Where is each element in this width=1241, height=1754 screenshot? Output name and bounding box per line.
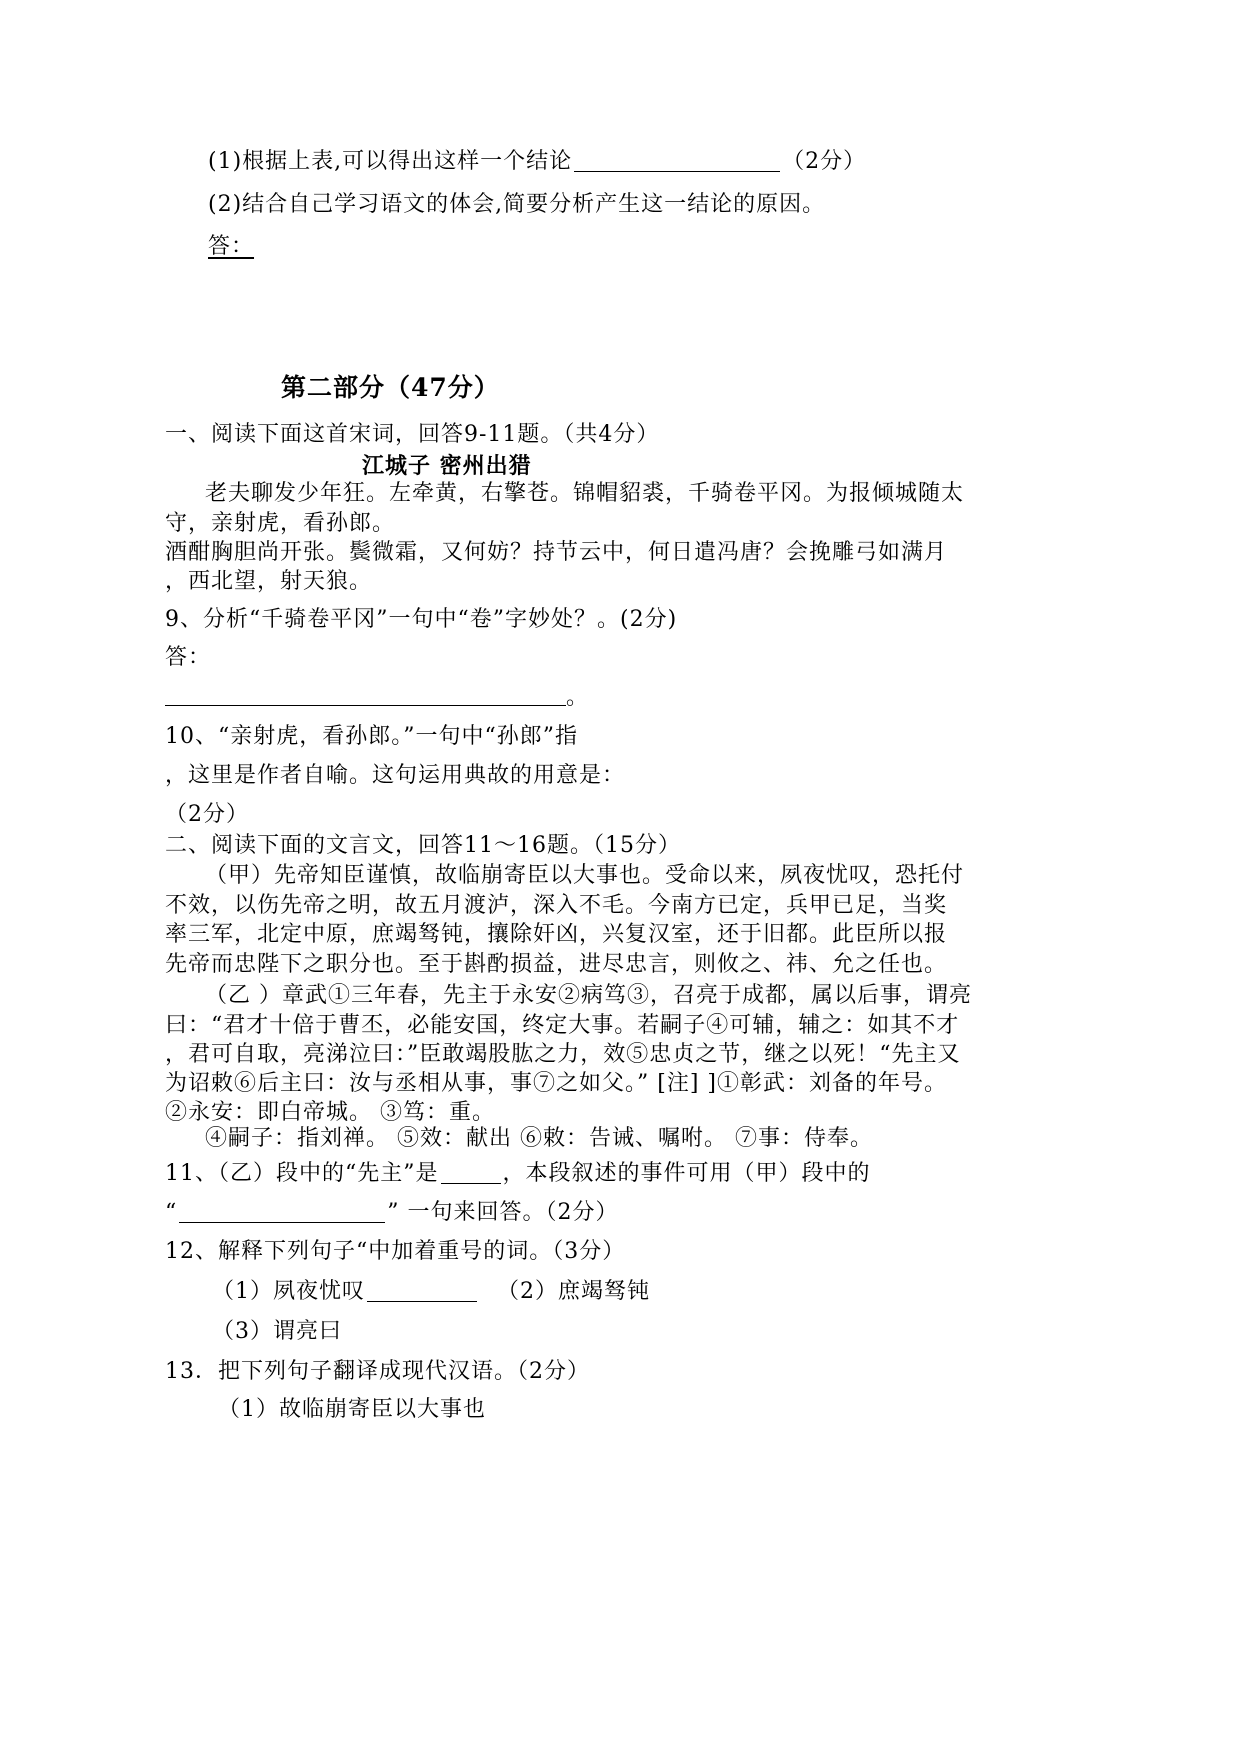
passage-jia-line: 不效，以伤先帝之明，故五月渡泸，深入不毛。今南方已定，兵甲已足，当奖 <box>165 893 948 918</box>
section2-heading: 二、阅读下面的文言文，回答11～16题。（15分） <box>165 833 681 858</box>
passage-yi-line: 为诏敕⑥后主曰：汝与丞相从事，事⑦之如父。” [注] ]①彰武：刘备的年号。 <box>165 1071 947 1096</box>
poem-line: ，西北望，射天狼。 <box>165 569 373 594</box>
question-9-answer-label: 答： <box>165 645 212 670</box>
passage-yi-line: （乙 ）章武①三年春，先主于永安②病笃③，召亮于成都，属以后事，谓亮 <box>205 983 972 1008</box>
passage-jia-line: （甲）先帝知臣谨慎，故临崩寄臣以大事也。受命以来，夙夜忧叹，恐托付 <box>205 863 965 888</box>
poem-line: 老夫聊发少年狂。左牵黄，右擎苍。锦帽貂裘，千骑卷平冈。为报倾城随太 <box>205 481 965 506</box>
question-1 <box>208 148 866 176</box>
answer-blank[interactable] <box>574 149 780 172</box>
section1-heading: 一、阅读下面这首宋词，回答9-11题。（共4分） <box>165 422 660 447</box>
question-2: (2)结合自己学习语文的体会,简要分析产生这一结论的原因。 <box>208 192 826 217</box>
question-12-item-1: （1）夙夜忧叹 <box>212 1279 365 1304</box>
poem-line: 守，亲射虎，看孙郎。 <box>165 511 396 536</box>
poem-title: 江城子 密州出猎 <box>362 453 532 479</box>
question-11-close: ” 一句来回答。（2分） <box>387 1200 619 1225</box>
answer-blank[interactable] <box>441 1161 501 1184</box>
annotation-line: ④嗣子：指刘禅。 ⑤效：献出 ⑥敕：告诫、嘱咐。 ⑦事：侍奉。 <box>205 1126 873 1151</box>
question-9: 9、分析“千骑卷平冈”一句中“卷”字妙处？。(2分) <box>165 607 678 632</box>
answer-blank[interactable] <box>367 1279 477 1302</box>
question-11-part-b: ，本段叙述的事件可用（甲）段中的 <box>502 1161 871 1186</box>
question-1-score: （2分） <box>782 149 867 174</box>
question-1-text: (1)根据上表,可以得出这样一个结论 <box>208 149 573 174</box>
poem-line: 酒酣胸胆尚开张。鬓微霜，又何妨？持节云中，何日遣冯唐？会挽雕弓如满月 <box>165 540 948 565</box>
question-13: 13．把下列句子翻译成现代汉语。（2分） <box>165 1359 590 1384</box>
part2-title: 第二部分（47分） <box>281 373 500 402</box>
answer-blank[interactable] <box>179 1200 385 1223</box>
question-12-item <box>212 1278 479 1306</box>
passage-yi-line: 曰：“君才十倍于曹丕，必能安国，终定大事。若嗣子④可辅，辅之：如其不才 <box>165 1013 960 1038</box>
question-10-continued: ，这里是作者自喻。这句运用典故的用意是： <box>165 763 626 788</box>
question-13-item-1: （1）故临崩寄臣以大事也 <box>218 1397 486 1422</box>
question-10: 10、“亲射虎，看孙郎。”一句中“孙郎”指 <box>165 724 578 749</box>
question-11-part-a: 11、（乙）段中的“先主”是 <box>165 1161 439 1186</box>
question-12-item-3: （3）谓亮曰 <box>212 1319 342 1344</box>
open-quote: “ <box>165 1200 178 1225</box>
annotation-line: ②永安：即白帝城。 ③笃：重。 <box>165 1100 495 1125</box>
question-9-end: 。 <box>566 685 590 710</box>
question-12: 12、解释下列句子“中加着重号的词。（3分） <box>165 1239 626 1264</box>
answer-line[interactable] <box>165 705 566 706</box>
question-11-continued <box>165 1199 619 1227</box>
passage-jia-line: 先帝而忠陛下之职分也。至于斟酌损益，进尽忠言，则攸之、祎、允之任也。 <box>165 952 948 977</box>
passage-yi-line: ，君可自取，亮涕泣曰：”臣敢竭股肱之力，效⑤忠贞之节，继之以死！“先主又 <box>165 1042 961 1067</box>
answer-label: 答： <box>208 234 255 259</box>
question-12-item-2: （2）庶竭驽钝 <box>497 1279 650 1304</box>
question-11 <box>165 1160 871 1188</box>
question-10-score: （2分） <box>165 802 249 827</box>
passage-jia-line: 率三军，北定中原，庶竭驽钝，攘除奸凶，兴复汉室，还于旧都。此臣所以报 <box>165 922 948 947</box>
